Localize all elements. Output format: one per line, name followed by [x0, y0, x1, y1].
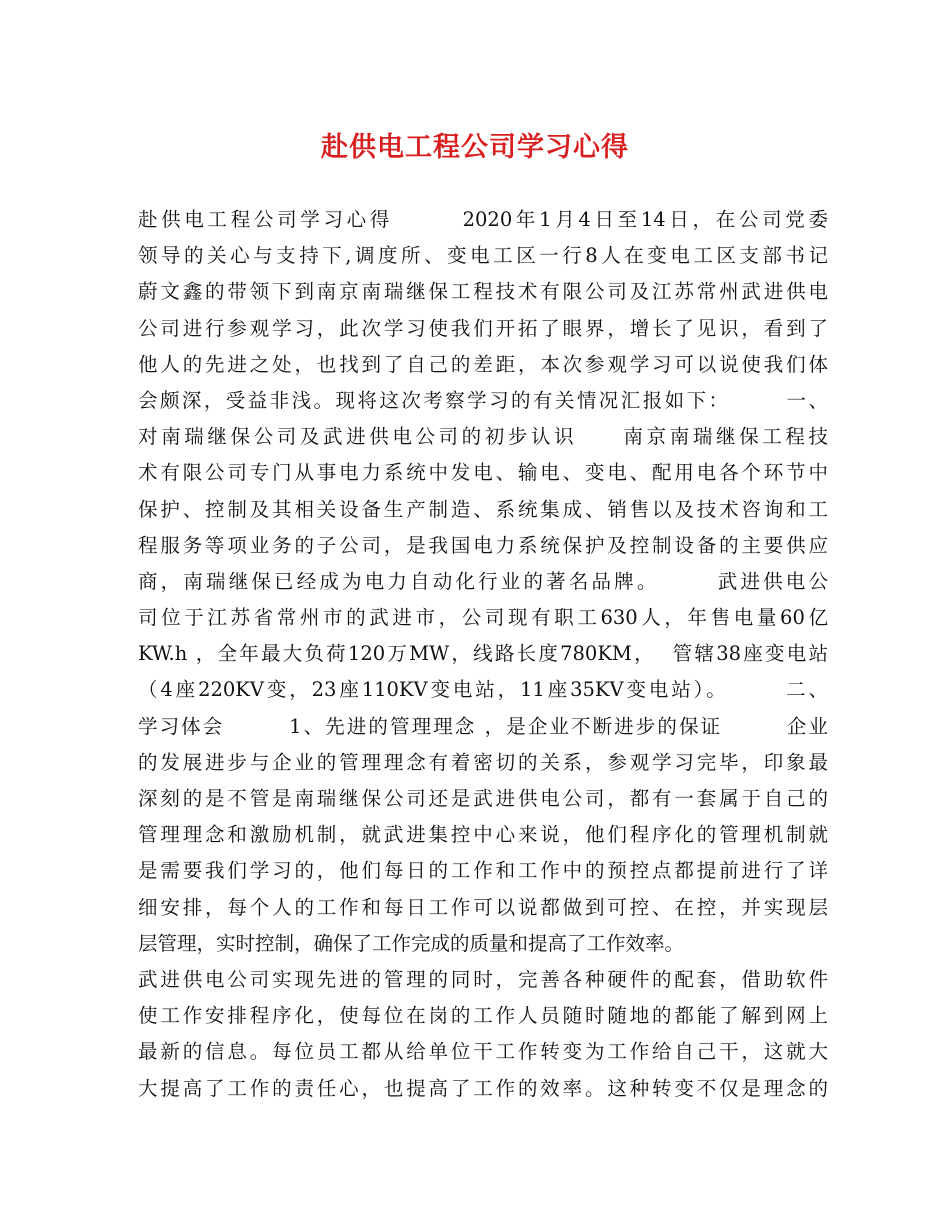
- body-line: 是需要我们学习的，他们每日的工作和工作中的预控点都提前进行了详: [138, 859, 828, 883]
- body-line: 蔚文鑫的带领下到南京南瑞继保工程技术有限公司及江苏常州武进供电: [138, 280, 828, 304]
- body-line: 司位于江苏省常州市的武进市，公司现有职工630人，年售电量60亿: [138, 606, 828, 630]
- body-line: 公司进行参观学习，此次学习使我们开拓了眼界，增长了见识，看到了: [138, 316, 828, 340]
- body-line: 程服务等项业务的子公司，是我国电力系统保护及控制设备的主要供应: [138, 533, 828, 557]
- body-line: 大提高了工作的责任心，也提高了工作的效率。这种转变不仅是理念的: [138, 1076, 828, 1100]
- body-line: 层管理，实时控制，确保了工作完成的质量和提高了工作效率。: [138, 931, 685, 955]
- body-line: 赴供电工程公司学习心得 2020年1月4日至14日，在公司党委: [138, 208, 828, 231]
- body-line: 武进供电公司实现先进的管理的同时，完善各种硬件的配套，借助软件: [138, 967, 828, 991]
- document-body: [138, 202, 828, 1107]
- body-line: 术有限公司专门从事电力系统中发电、输电、变电、配用电各个环节中: [138, 461, 828, 485]
- body-line: 保护、控制及其相关设备生产制造、系统集成、销售以及技术咨询和工: [138, 497, 828, 521]
- body-line: （4座220KV变，23座110KV变电站，11座35KV变电站）。 二、: [138, 678, 828, 702]
- body-line: 他人的先进之处，也找到了自己的差距，本次参观学习可以说使我们体: [138, 352, 828, 376]
- body-line: 领导的关心与支持下,调度所、变电工区一行8人在变电工区支部书记: [138, 244, 828, 268]
- body-line: 会颇深，受益非浅。现将这次考察学习的有关情况汇报如下： 一、: [138, 388, 828, 412]
- body-line: 对南瑞继保公司及武进供电公司的初步认识 南京南瑞继保工程技: [138, 425, 828, 449]
- body-line: 细安排，每个人的工作和每日工作可以说都做到可控、在控，并实现层: [138, 895, 828, 919]
- body-line: 的发展进步与企业的管理理念有着密切的关系，参观学习完毕，印象最: [138, 750, 828, 774]
- document-title: 赴供电工程公司学习心得: [321, 132, 629, 163]
- body-line: 学习体会 1、先进的管理理念 ，是企业不断进步的保证 企业: [138, 714, 828, 738]
- body-line: 使工作安排程序化，使每位在岗的工作人员随时随地的都能了解到网上: [138, 1004, 828, 1028]
- body-line: 商，南瑞继保已经成为电力自动化行业的著名品牌。 武进供电公: [138, 569, 828, 593]
- body-line: 管理理念和激励机制，就武进集控中心来说，他们程序化的管理机制就: [138, 823, 828, 847]
- body-line: 最新的信息。每位员工都从给单位干工作转变为工作给自己干，这就大: [138, 1040, 828, 1064]
- body-line: 深刻的是不管是南瑞继保公司还是武进供电公司，都有一套属于自己的: [138, 787, 828, 810]
- body-line: KW.h ，全年最大负荷120万MW，线路长度780KM， 管辖38座变电站: [138, 642, 828, 666]
